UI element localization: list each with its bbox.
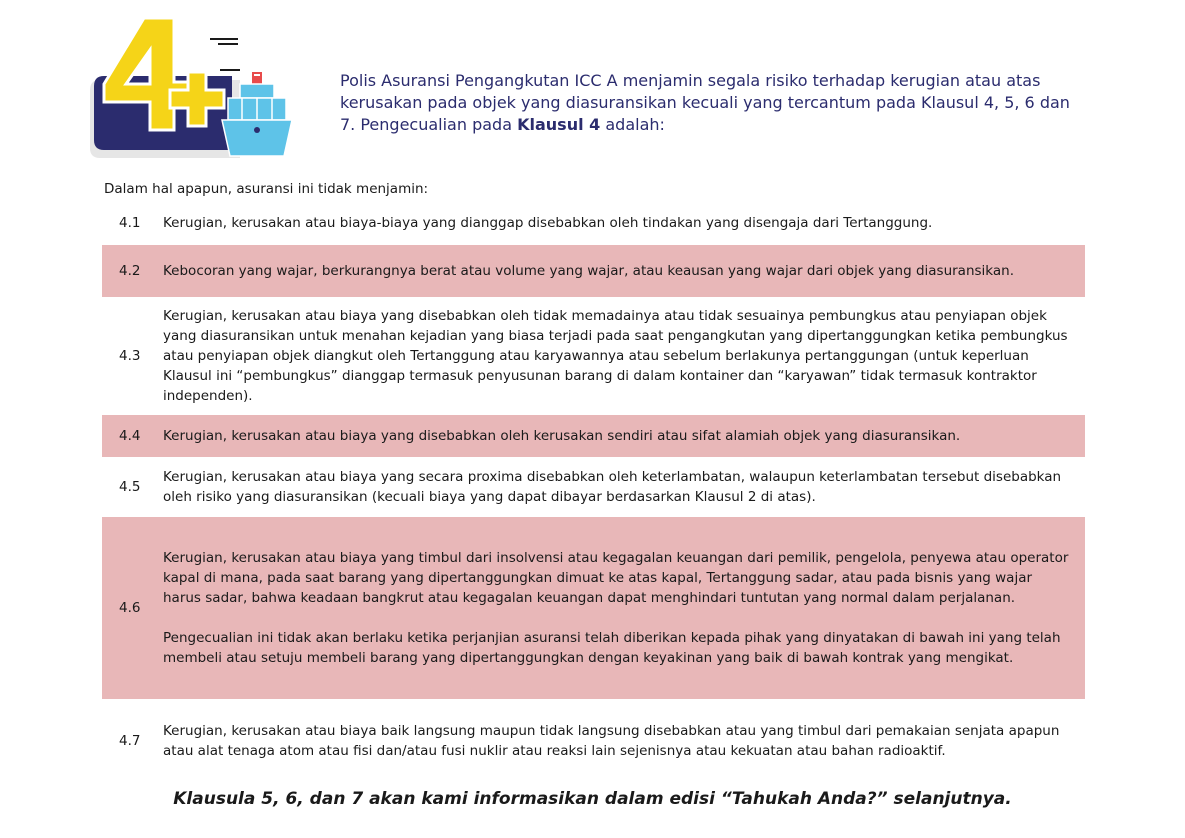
clause-number: 4.5 <box>119 479 141 495</box>
clause-paragraph: Kerugian, kerusakan atau biaya baik langsung maupun tidak langsung disebabkan atau yang timbul dari pemakaian senjata apapun atau alat tenaga atom atau fisi dan/atau fusi nuklir atau reaksi lain sejenisnya atau kekuatan atau bahan radioaktif. <box>163 723 1060 759</box>
clause-list <box>102 201 1085 783</box>
footer-note: Klausula 5, 6, dan 7 akan kami informasikan dalam edisi “Tahukah Anda?” selanjutnya. <box>173 789 1012 809</box>
clause-row-4-6 <box>102 517 1085 699</box>
clause-number: 4.4 <box>119 428 141 444</box>
clause-number: 4.7 <box>119 733 141 749</box>
clause-paragraph: Kerugian, kerusakan atau biaya yang disebabkan oleh tidak memadainya atau tidak sesuainya pembungkus atau penyiapan objek yang diasuransikan untuk menahan kejadian yang biasa terjadi pada saat pengangkutan yang dipertanggungkan ketika pembungkus atau penyiapan objek diangkut oleh Tertanggung atau karyawannya atau sebelum berlakunya pertanggungan (untuk keperluan Klausul ini “pembungkus” dianggap termasuk penyusunan barang di dalam kontainer dan “karyawan” tidak termasuk kontraktor independen). <box>163 308 1068 404</box>
clause-number: 4.1 <box>119 215 141 231</box>
clause-row-4-3 <box>102 297 1085 415</box>
clause-text <box>163 721 1085 761</box>
intro-paragraph <box>340 70 1080 136</box>
intro-bold-clause: Klausul 4 <box>517 115 601 134</box>
clause-text <box>163 213 1085 233</box>
clause-text <box>163 548 1085 668</box>
motion-line <box>220 69 240 71</box>
clause-row-4-2 <box>102 245 1085 297</box>
clause-text <box>163 467 1085 507</box>
clause-paragraph: Kebocoran yang wajar, berkurangnya berat atau volume yang wajar, atau keausan yang wajar dari objek yang diasuransikan. <box>163 263 1015 279</box>
clause-row-4-7 <box>102 699 1085 783</box>
intro-text: Polis Asuransi Pengangkutan ICC A menjamin segala risiko terhadap kerugian atau atas kerusakan pada objek yang diasuransikan kecuali yang tercantum pada Klausul 4, 5, 6 dan 7. Pengecualian pada <box>340 71 1070 134</box>
clause-paragraph: Kerugian, kerusakan atau biaya yang secara proxima disebabkan oleh keterlambatan, walaupun keterlambatan tersebut disebabkan oleh risiko yang diasuransikan (kecuali biaya yang dapat dibayar berdasarkan Klausul 2 di atas). <box>163 469 1062 505</box>
clause-paragraph: Kerugian, kerusakan atau biaya-biaya yang dianggap disebabkan oleh tindakan yang disengaja dari Tertanggung. <box>163 215 933 231</box>
clause-paragraph: Kerugian, kerusakan atau biaya yang timbul dari insolvensi atau kegagalan keuangan dari pemilik, pengelola, penyewa atau operator kapal di mana, pada saat barang yang dipertanggungkan dimuat ke atas kapal, Tertanggung sadar, atau pada bisnis yang wajar harus sadar, bahwa keadaan bangkrut atau kegagalan keuangan dapat menghindari tuntutan yang normal dalam perjalanan. <box>163 550 1069 606</box>
clause-row-4-1 <box>102 201 1085 245</box>
clause-paragraph: Kerugian, kerusakan atau biaya yang disebabkan oleh kerusakan sendiri atau sifat alamiah objek yang diasuransikan. <box>163 428 961 444</box>
clause-number: 4.3 <box>119 348 141 364</box>
clause-number: 4.2 <box>119 263 141 279</box>
motion-line <box>210 38 238 40</box>
motion-line <box>218 43 238 45</box>
clause-row-4-4 <box>102 415 1085 457</box>
clause-text <box>163 261 1085 281</box>
clause-text <box>163 426 1085 446</box>
clause-number: 4.6 <box>119 600 141 616</box>
intro-text-end: adalah: <box>600 115 665 134</box>
clause-text <box>163 306 1085 406</box>
clause-row-4-5 <box>102 457 1085 517</box>
logo-illustration <box>82 10 302 170</box>
clause-paragraph: Pengecualian ini tidak akan berlaku ketika perjanjian asuransi telah diberikan kepada pihak yang dinyatakan di bawah ini yang telah membeli atau setuju membeli barang yang dipertanggungkan dengan keyakinan yang baik di bawah kontrak yang mengikat. <box>163 630 1061 666</box>
lead-text: Dalam hal apapun, asuransi ini tidak menjamin: <box>104 181 429 197</box>
